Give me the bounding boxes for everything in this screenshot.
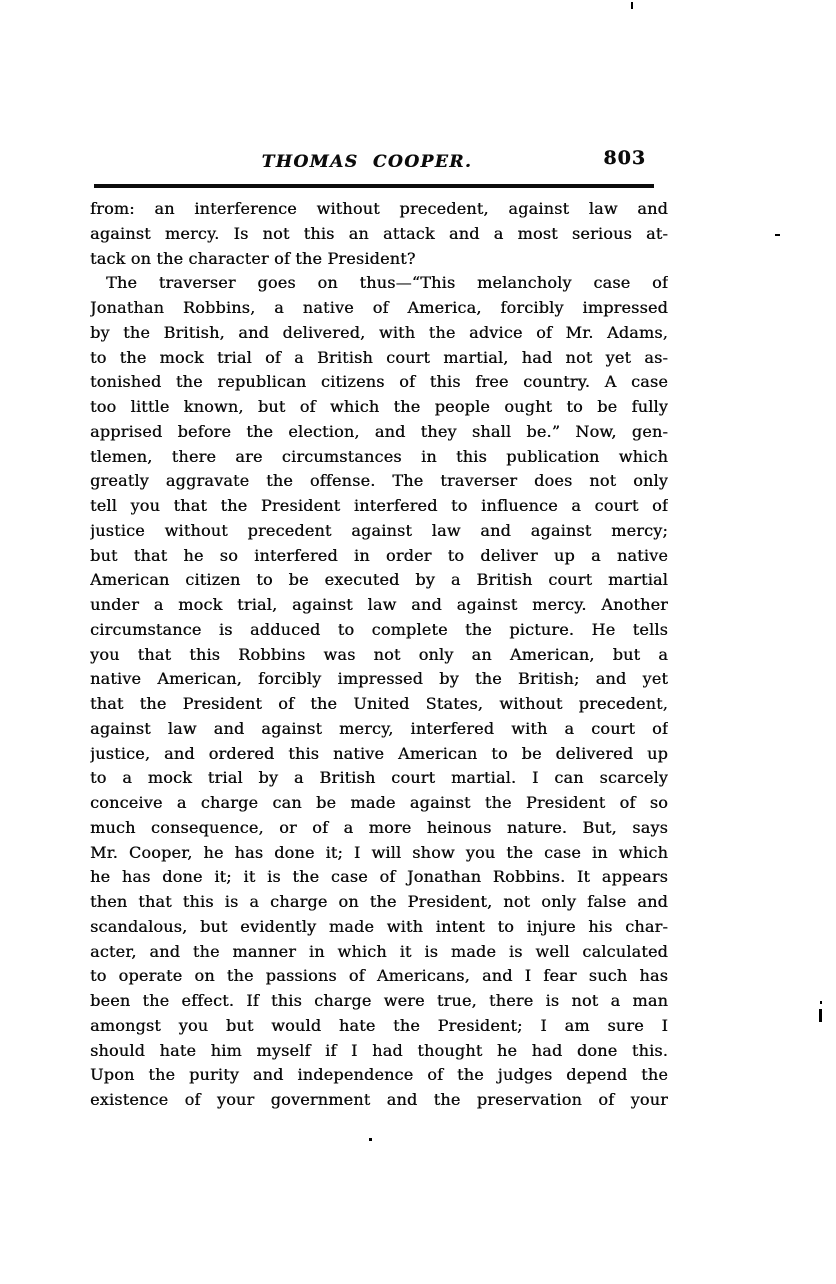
text-line: should hate him myself if I had thought he had done this.	[90, 1040, 668, 1060]
text-line: Mr. Cooper, he has done it; I will show you the case in which	[90, 842, 668, 862]
text-line: tell you that the President interfered to influence a court of	[90, 496, 668, 515]
text-line: to operate on the passions of Americans, and I fear such has	[90, 966, 668, 986]
text-line: Jonathan Robbins, a native of America, forcibly impressed	[90, 298, 668, 317]
ink-speck	[369, 1138, 372, 1141]
text-line: native American, forcibly impressed by the British; and yet	[90, 669, 668, 689]
text-line: to the mock trial of a British court martial, had not yet as-	[90, 347, 668, 367]
text-line: against law and against mercy, interfered with a court of	[90, 718, 668, 738]
text-line: that the President of the United States, without precedent,	[90, 694, 668, 713]
text-line: but that he so interfered in order to deliver up a native	[90, 545, 668, 565]
ink-speck	[775, 234, 780, 236]
text-line: existence of your government and the preservation of your	[90, 1090, 668, 1109]
text-line: conceive a charge can be made against the President of so	[90, 793, 668, 812]
text-line: justice, and ordered this native American to be delivered up	[90, 743, 668, 763]
text-line: you that this Robbins was not only an American, but a	[90, 644, 668, 664]
header-rule	[94, 184, 654, 188]
ink-speck	[819, 1009, 822, 1022]
text-line: he has done it; it is the case of Jonathan Robbins. It appears	[90, 867, 668, 887]
text-line: acter, and the manner in which it is made is well calculated	[90, 941, 668, 961]
text-line: amongst you but would hate the President; I am sure I	[90, 1015, 668, 1035]
text-line: The traverser goes on thus—“This melancholy case of	[106, 273, 668, 293]
text-line: too little known, but of which the people ought to be fully	[90, 397, 668, 416]
text-line: greatly aggravate the offense. The traverser does not only	[90, 471, 668, 491]
ink-speck	[631, 2, 633, 9]
page-number: 803	[603, 147, 646, 169]
text-line: apprised before the election, and they shall be.” Now, gen-	[90, 421, 668, 441]
ink-speck	[820, 1001, 822, 1004]
text-line: then that this is a charge on the President, not only false and	[90, 892, 668, 911]
text-line: scandalous, but evidently made with intent to injure his char-	[90, 916, 668, 936]
text-line: to a mock trial by a British court martial. I can scarcely	[90, 768, 668, 788]
text-line: circumstance is adduced to complete the picture. He tells	[90, 619, 668, 639]
text-line: justice without precedent against law and against mercy;	[90, 520, 668, 540]
text-line: tonished the republican citizens of this free country. A case	[90, 372, 668, 392]
text-line: against mercy. Is not this an attack and a most serious at-	[90, 223, 668, 243]
text-line: under a mock trial, against law and against mercy. Another	[90, 595, 668, 614]
text-line: tlemen, there are circumstances in this publication which	[90, 446, 668, 466]
text-line: been the effect. If this charge were true, there is not a man	[90, 991, 668, 1010]
body-text	[90, 197, 668, 1113]
text-line: from: an interference without precedent, against law and	[90, 199, 668, 218]
text-line: American citizen to be executed by a British court martial	[90, 570, 668, 590]
text-line: much consequence, or of a more heinous nature. But, says	[90, 817, 668, 837]
text-line: by the British, and delivered, with the advice of Mr. Adams,	[90, 322, 668, 342]
text-line: tack on the character of the President?	[90, 248, 416, 268]
running-header-title: THOMAS COOPER.	[261, 152, 473, 172]
running-header	[90, 147, 668, 180]
text-line: Upon the purity and independence of the judges depend the	[90, 1065, 668, 1085]
